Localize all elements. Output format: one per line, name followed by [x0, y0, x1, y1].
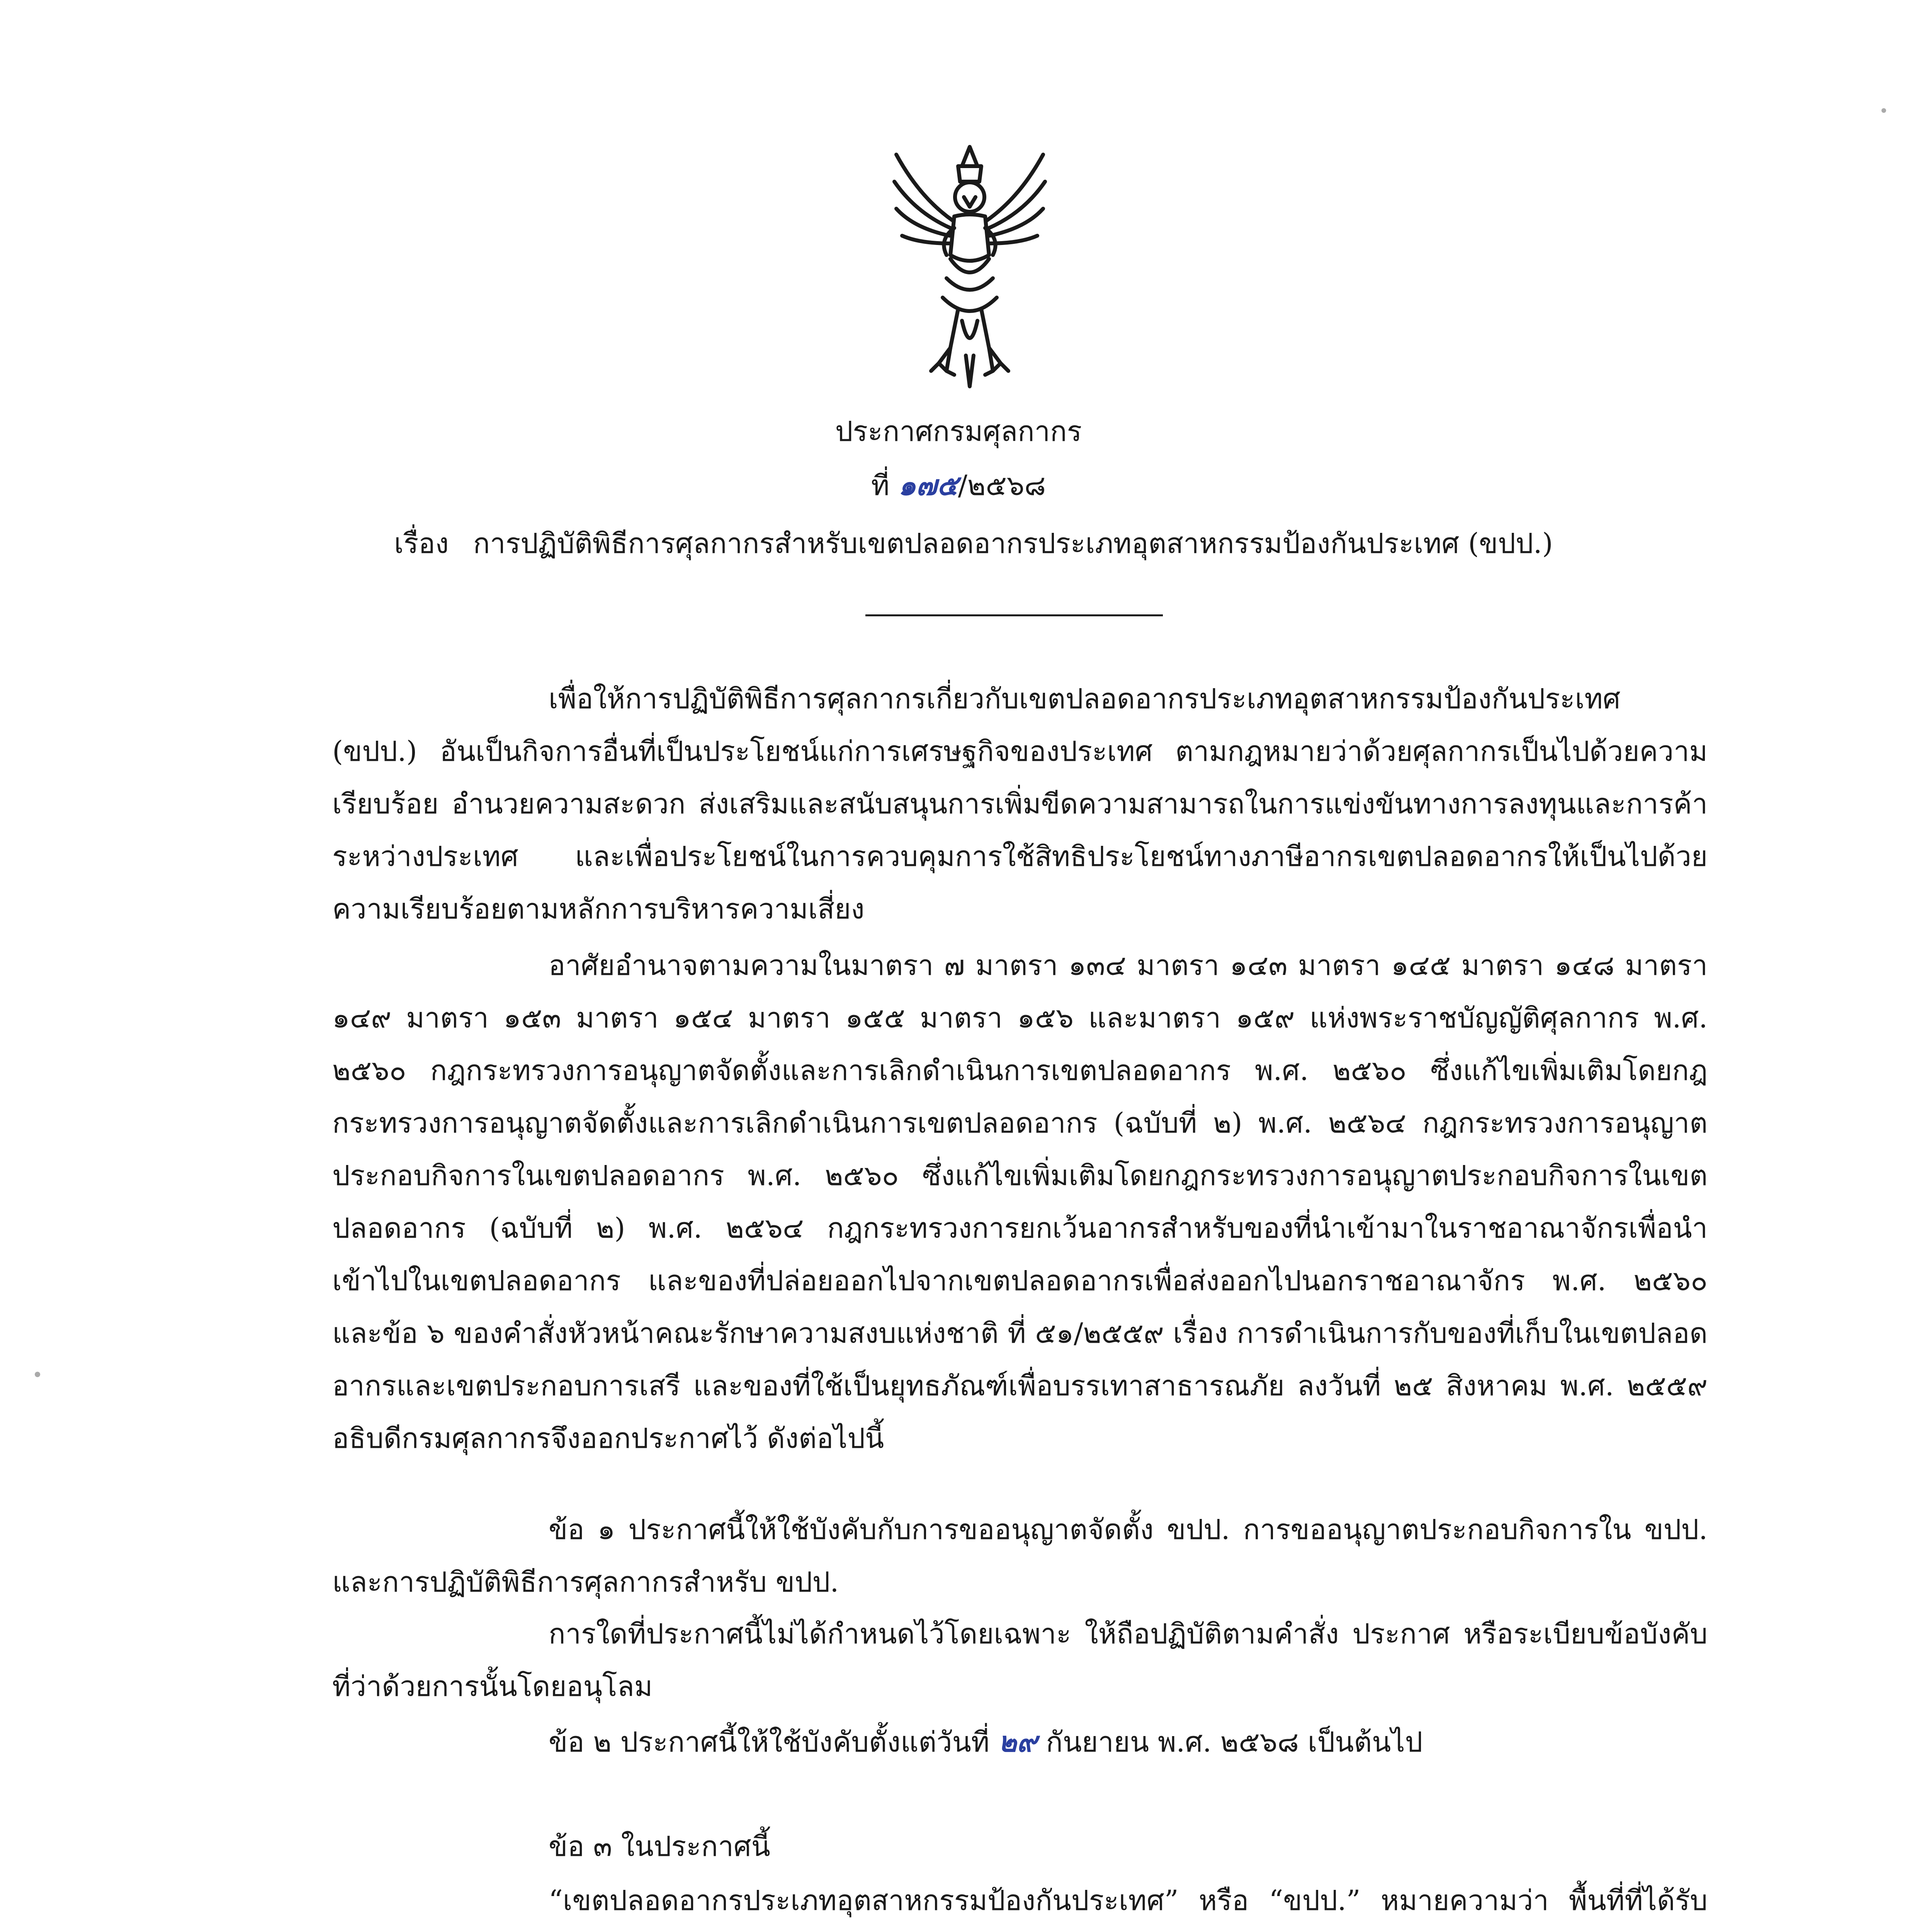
subject-line — [394, 527, 1553, 560]
paragraph-clause-3: ข้อ ๓ ในประกาศนี้ — [549, 1830, 770, 1862]
clause-2-handwritten-date: ๒๙ — [998, 1725, 1037, 1758]
announcement-title: ประกาศกรมศุลกากร — [835, 415, 1082, 447]
clause-2-prefix: ข้อ ๒ ประกาศนี้ให้ใช้บังคับตั้งแต่วันที่ — [549, 1726, 990, 1758]
paragraph-clause-1-note: การใดที่ประกาศนี้ไม่ได้กำหนดไว้โดยเฉพาะ ให้ถือปฏิบัติตามคำสั่ง ประกาศ หรือระเบียบข้อบังคับที่ว่าด้วยการนั้นโดยอนุโลม — [332, 1617, 1708, 1702]
header-divider — [865, 614, 1163, 616]
subject-label: เรื่อง — [394, 527, 449, 560]
number-suffix: /๒๕๖๘ — [958, 469, 1046, 502]
number-prefix: ที่ — [871, 469, 890, 502]
paragraph-authority: อาศัยอำนาจตามความในมาตรา ๗ มาตรา ๑๓๔ มาตรา ๑๔๓ มาตรา ๑๔๕ มาตรา ๑๔๘ มาตรา ๑๔๙ มาตรา ๑๕๓ มาตรา ๑๕๔ มาตรา ๑๕๕ มาตรา ๑๕๖ และมาตรา ๑๕๙ แห่งพระราชบัญญัติศุลกากร พ.ศ. ๒๕๖๐ กฎกระทรวงการอนุญาตจัดตั้งและการเลิกดำเนินการเขตปลอดอากร พ.ศ. ๒๕๖๐ ซึ่งแก้ไขเพิ่มเติมโดยกฎกระทรวงการอนุญาตจัดตั้งและการเลิกดำเนินการเขตปลอดอากร (ฉบับที่ ๒) พ.ศ. ๒๕๖๔ กฎกระทรวงการอนุญาตประกอบกิจการในเขตปลอดอากร พ.ศ. ๒๕๖๐ ซึ่งแก้ไขเพิ่มเติมโดยกฎกระทรวงการอนุญาตประกอบกิจการในเขตปลอดอากร (ฉบับที่ ๒) พ.ศ. ๒๕๖๔ กฎกระทรวงการยกเว้นอากรสำหรับของที่นำเข้ามาในราชอาณาจักรเพื่อนำเข้าไปในเขตปลอดอากร และของที่ปล่อยออกไปจากเขตปลอดอากรเพื่อส่งออกไปนอกราชอาณาจักร พ.ศ. ๒๕๖๐ และข้อ ๖ ของคำสั่งหัวหน้าคณะรักษาความสงบแห่งชาติ ที่ ๕๑/๒๕๕๙ เรื่อง การดำเนินการกับของที่เก็บในเขตปลอดอากรและเขตประกอบการเสรี และของที่ใช้เป็นยุทธภัณฑ์เพื่อบรรเทาสาธารณภัย ลงวันที่ ๒๕ สิงหาคม พ.ศ. ๒๕๕๙ อธิบดีกรมศุลกากรจึงออกประกาศไว้ ดังต่อไปนี้ — [332, 949, 1708, 1454]
definition-defense-free-zone: “เขตปลอดอากรประเภทอุตสาหกรรมป้องกันประเทศ” หรือ “ขปป.” หมายความว่า พื้นที่ที่ได้รับ — [549, 1884, 1708, 1917]
announcement-number — [0, 469, 1917, 502]
garuda-emblem-icon — [889, 139, 1051, 402]
number-handwritten: ๑๗๕ — [898, 469, 958, 502]
scan-artifact — [1881, 108, 1886, 113]
subject-text: การปฏิบัติพิธีการศุลกากรสำหรับเขตปลอดอากรประเภทอุตสาหกรรมป้องกันประเทศ (ขปป.) — [473, 527, 1553, 560]
scan-artifact — [35, 1372, 40, 1377]
paragraph-clause-1: ข้อ ๑ ประกาศนี้ให้ใช้บังคับกับการขออนุญาตจัดตั้ง ขปป. การขออนุญาตประกอบกิจการใน ขปป. และการปฏิบัติพิธีการศุลกากรสำหรับ ขปป. — [332, 1513, 1708, 1598]
paragraph-preamble: เพื่อให้การปฏิบัติพิธีการศุลกากรเกี่ยวกับเขตปลอดอากรประเภทอุตสาหกรรมป้องกันประเทศ (ขปป.) อันเป็นกิจการอื่นที่เป็นประโยชน์แก่การเศรษฐกิจของประเทศ ตามกฎหมายว่าด้วยศุลกากรเป็นไปด้วยความเรียบร้อย อำนวยความสะดวก ส่งเสริมและสนับสนุนการเพิ่มขีดความสามารถในการแข่งขันทางการลงทุนและการค้าระหว่างประเทศ และเพื่อประโยชน์ในการควบคุมการใช้สิทธิประโยชน์ทางภาษีอากรเขตปลอดอากรให้เป็นไปด้วยความเรียบร้อยตามหลักการบริหารความเสี่ยง — [332, 682, 1708, 925]
clause-2-suffix: กันยายน พ.ศ. ๒๕๖๘ เป็นต้นไป — [1046, 1726, 1423, 1758]
paragraph-clause-2 — [332, 1716, 1708, 1768]
